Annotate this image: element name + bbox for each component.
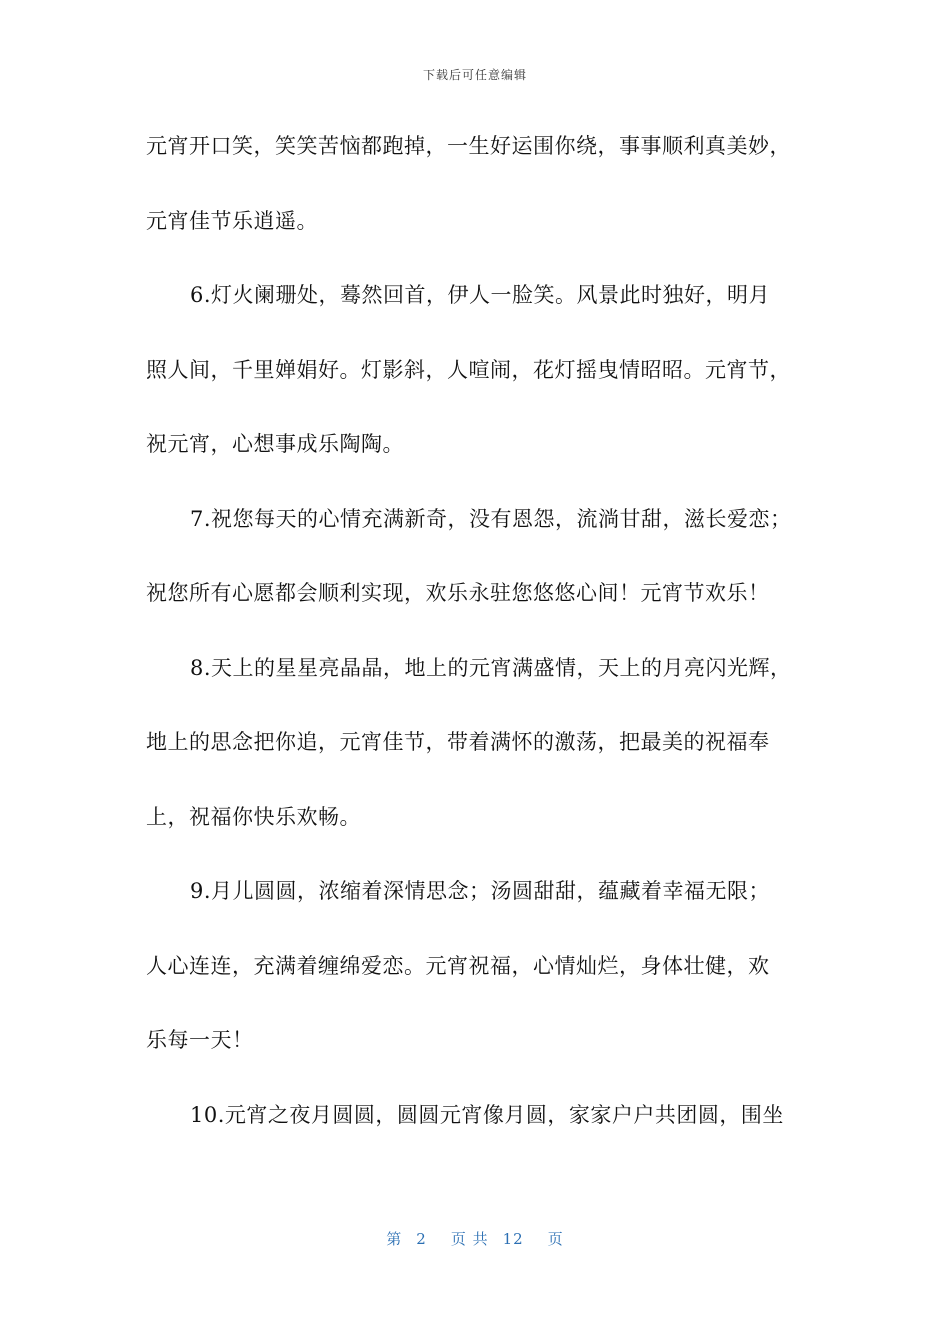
- text-line: 人心连连，充满着缠绵爱恋。元宵祝福，心情灿烂，身体壮健，欢: [146, 953, 770, 978]
- text-line: 元宵开口笑，笑笑苦恼都跑掉，一生好运围你绕，事事顺利真美妙，: [146, 134, 791, 158]
- page-footer: [0, 1228, 950, 1249]
- total-pages-number: 12: [502, 1230, 524, 1248]
- current-page-number: 2: [416, 1230, 427, 1248]
- text-line: 元宵佳节乐逍遥。: [146, 208, 318, 233]
- footer-mid: 页 共: [450, 1230, 489, 1248]
- footer-prefix: 第: [386, 1230, 403, 1248]
- text-line: 8.天上的星星亮晶晶，地上的元宵满盛情，天上的月亮闪光辉，: [190, 655, 792, 680]
- text-line: 6.灯火阑珊处，蓦然回首，伊人一脸笑。风景此时独好，明月: [190, 283, 771, 307]
- text-line: 7.祝您每天的心情充满新奇，没有恩怨，流淌甘甜，滋长爱恋；: [190, 506, 792, 531]
- text-line: 上，祝福你快乐欢畅。: [146, 804, 361, 829]
- document-body: [146, 120, 816, 1163]
- text-line: 祝您所有心愿都会顺利实现，欢乐永驻您悠悠心间！元宵节欢乐！: [146, 581, 770, 605]
- text-line: 10.元宵之夜月圆圆，圆圆元宵像月圆，家家户户共团圆，围坐: [190, 1102, 784, 1127]
- text-line: 祝元宵，心想事成乐陶陶。: [146, 432, 404, 456]
- header-note: 下载后可任意编辑: [422, 68, 527, 82]
- text-line: 乐每一天！: [146, 1028, 254, 1052]
- text-line: 照人间，千里婵娟好。灯影斜，人喧闹，花灯摇曳情昭昭。元宵节，: [146, 357, 791, 382]
- text-line: 9.月儿圆圆，浓缩着深情思念；汤圆甜甜，蕴藏着幸福无限；: [190, 879, 771, 903]
- text-line: 地上的思念把你追，元宵佳节，带着满怀的激荡，把最美的祝福奉: [146, 730, 770, 754]
- footer-suffix: 页: [547, 1230, 564, 1248]
